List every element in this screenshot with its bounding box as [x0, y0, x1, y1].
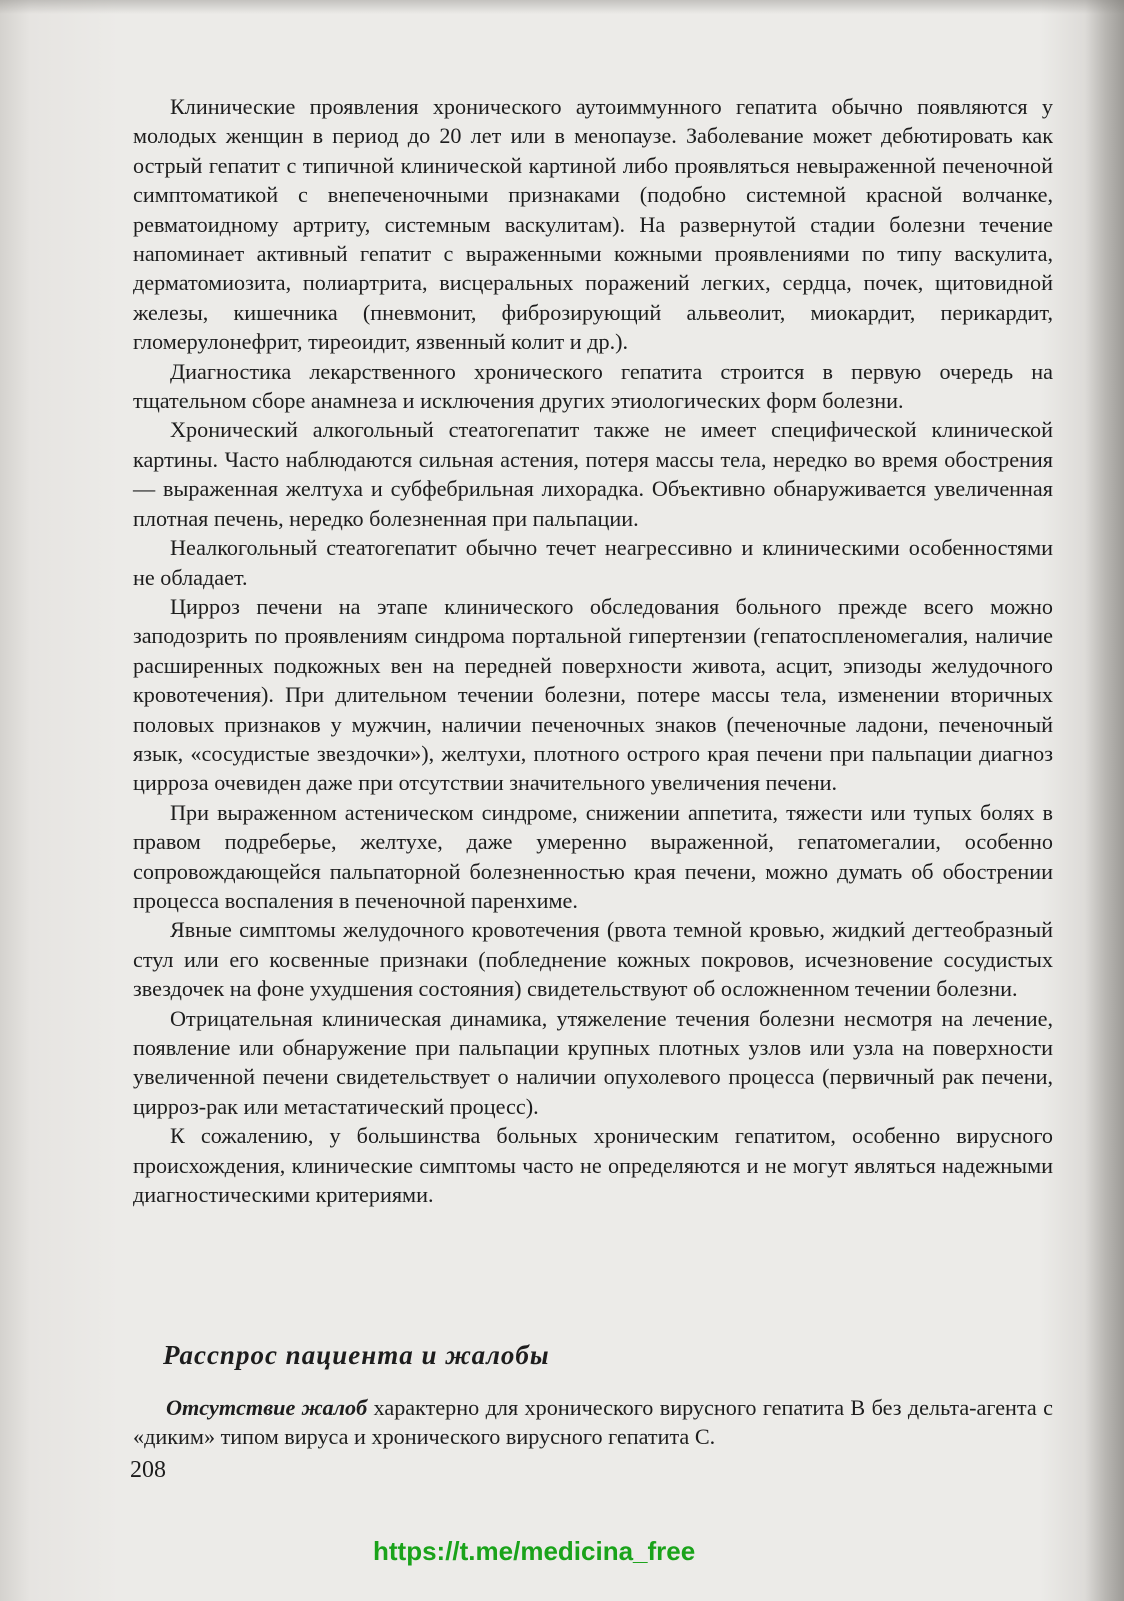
body-text — [133, 92, 1053, 1209]
scan-edge-shadow — [0, 0, 1124, 14]
paragraph-drug-hepatitis: Диагностика лекарственного хронического гепатита строится в первую очередь на тщательном сборе анамнеза и исключения других этиологических форм болезни. — [133, 358, 1053, 414]
paragraph-asthenic-syndrome: При выраженном астеническом синдроме, снижении аппетита, тяжести или тупых болях в правом подреберье, желтухе, даже умеренно выраженной, гепатомегалии, особенно сопровождающейся пальпаторной болезненностью края печени, можно думать об обострении процесса воспаления в печеночной паренхиме. — [133, 799, 1053, 913]
paragraph-cirrhosis: Цирроз печени на этапе клинического обследования больного прежде всего можно заподозрить по проявлениям синдрома портальной гипертензии (гепатоспленомегалия, наличие расширенных подкожных вен на передней поверхности живота, асцит, эпизоды желудочного кровотечения). При длительном течении болезни, потере массы тела, изменении вторичных половых признаков у мужчин, наличии печеночных знаков (печеночные ладони, печеночный язык, «сосудистые звездочки»), желтухи, плотного острого края печени при пальпации диагноз цирроза очевиден даже при отсутствии значительного увеличения печени. — [133, 593, 1053, 796]
section-heading: Расспрос пациента и жалобы — [163, 1340, 550, 1370]
paragraph-nonalcoholic-steatohepatitis: Неалкогольный стеатогепатит обычно течет неагрессивно и клиническими особенностями не обладает. — [133, 535, 1053, 590]
paragraph-viral-hepatitis: К сожалению, у большинства больных хроническим гепатитом, особенно вирусного происхождения, клинические симптомы часто не определяются и не могут являться надежными диагностическими критериями. — [133, 1123, 1053, 1208]
paragraph-alcoholic-steatohepatitis: Хронический алкогольный стеатогепатит также не имеет специфической клинической картины. Часто наблюдаются сильная астения, потеря массы тела, нередко во время обострения — выраженная желтуха и субфебрильная лихорадка. Объективно обнаруживается увеличенная плотная печень, нередко болезненная при пальпации. — [133, 417, 1053, 531]
paragraph-gastric-bleeding: Явные симптомы желудочного кровотечения (рвота темной кровью, жидкий дегтеобразный стул или его косвенные признаки (побледнение кожных покровов, исчезновение сосудистых звездочек на фоне ухудшения состояния) свидетельствуют об осложненном течении болезни. — [133, 917, 1053, 1002]
page-number: 208 — [130, 1457, 166, 1483]
paragraph-negative-dynamics: Отрицательная клиническая динамика, утяжеление течения болезни несмотря на лечение, появление или обнаружение при пальпации крупных плотных узлов или узла на поверхности увеличенной печени свидетельствует о наличии опухолевого процесса (первичный рак печени, цирроз-рак или метастатический процесс). — [133, 1005, 1053, 1119]
complaints-text — [133, 1393, 1053, 1452]
paragraph-autoimmune-hepatitis: Клинические проявления хронического аутоиммунного гепатита обычно появляются у молодых женщин в период до 20 лет или в менопаузе. Заболевание может дебютировать как острый гепатит с типичной клинической картиной либо проявляться невыраженной печеночной симптоматикой с внепеченочными признаками (подобно системной красной волчанке, ревматоидному артриту, системным васкулитам). На развернутой стадии болезни течение напоминает активный гепатит с выраженными кожными проявлениями по типу васкулита, дерматомиозита, полиартрита, висцеральных поражений легких, сердца, почек, щитовидной железы, кишечника (пневмонит, фиброзирующий альвеолит, миокардит, перикардит, гломерулонефрит, тиреоидит, язвенный колит и др.). — [133, 94, 1053, 355]
term-no-complaints: Отсутствие жалоб — [166, 1395, 368, 1420]
paragraph-no-complaints-text: характерно для хронического вирусного гепатита В без дельта-агента с «диким» типом вируса и хронического вирусного гепатита С. — [133, 1395, 1053, 1450]
paragraph-no-complaints — [133, 1393, 1053, 1452]
source-link[interactable]: https://t.me/medicina_free — [373, 1536, 696, 1566]
